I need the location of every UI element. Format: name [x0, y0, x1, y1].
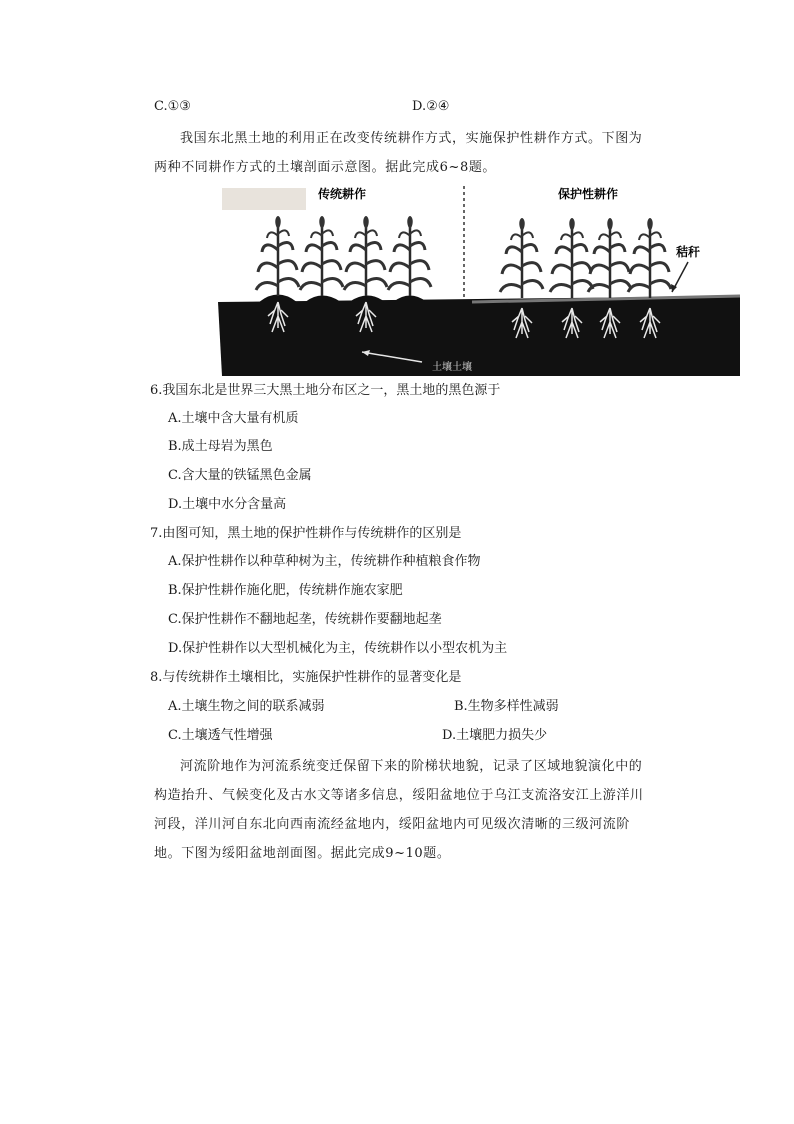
soil-arrow-label: 土壤土壤 — [432, 362, 472, 373]
q7-option-b: B.保护性耕作施化肥，传统耕作施农家肥 — [168, 583, 403, 598]
q6-option-a: A.土壤中含大量有机质 — [168, 411, 299, 426]
prev-option-c: C.①③ — [154, 99, 191, 114]
prev-option-d: D.②④ — [412, 99, 450, 114]
q6-option-c: C.含大量的铁锰黑色金属 — [168, 468, 312, 483]
straw-label: 秸秆 — [676, 245, 701, 259]
soil-profile-figure — [210, 184, 740, 376]
intro-paragraph-9-10: 河流阶地作为河流系统变迁保留下来的阶梯状地貌，记录了区域地貌演化中的构造抬升、气候变化及古水文等诸多信息，绥阳盆地位于乌江支流洛安江上游洋川河段，洋川河自东北向西南流经盆地内，绥阳盆地内可见级次清晰的三级河流阶地。下图为绥阳盆地剖面图。据此完成9~10题。 — [154, 759, 644, 861]
traditional-tillage-label: 传统耕作 — [318, 187, 367, 201]
q7-option-d: D.保护性耕作以大型机械化为主，传统耕作以小型农机为主 — [168, 641, 508, 656]
q8-option-a: A.土壤生物之间的联系减弱 — [168, 699, 325, 714]
q7-stem: 7.由图可知，黑土地的保护性耕作与传统耕作的区别是 — [150, 526, 462, 541]
q8-stem: 8.与传统耕作土壤相比，实施保护性耕作的显著变化是 — [150, 670, 462, 685]
q6-stem: 6.我国东北是世界三大黑土地分布区之一，黑土地的黑色源于 — [150, 383, 501, 398]
q7-option-a: A.保护性耕作以种草种树为主，传统耕作种植粮食作物 — [168, 554, 481, 569]
protective-tillage-label: 保护性耕作 — [558, 187, 619, 201]
q7-option-c: C.保护性耕作不翻地起垄，传统耕作要翻地起垄 — [168, 612, 442, 627]
q8-option-c: C.土壤透气性增强 — [168, 728, 273, 743]
q8-option-b: B.生物多样性减弱 — [454, 699, 559, 714]
q8-option-d: D.土壤肥力损失少 — [442, 728, 548, 743]
q6-option-d: D.土壤中水分含量高 — [168, 497, 287, 512]
intro-paragraph-6-8: 我国东北黑土地的利用正在改变传统耕作方式，实施保护性耕作方式。下图为两种不同耕作方式的土壤剖面示意图。据此完成6~8题。 — [154, 131, 643, 175]
q6-option-b: B.成土母岩为黑色 — [168, 439, 273, 454]
